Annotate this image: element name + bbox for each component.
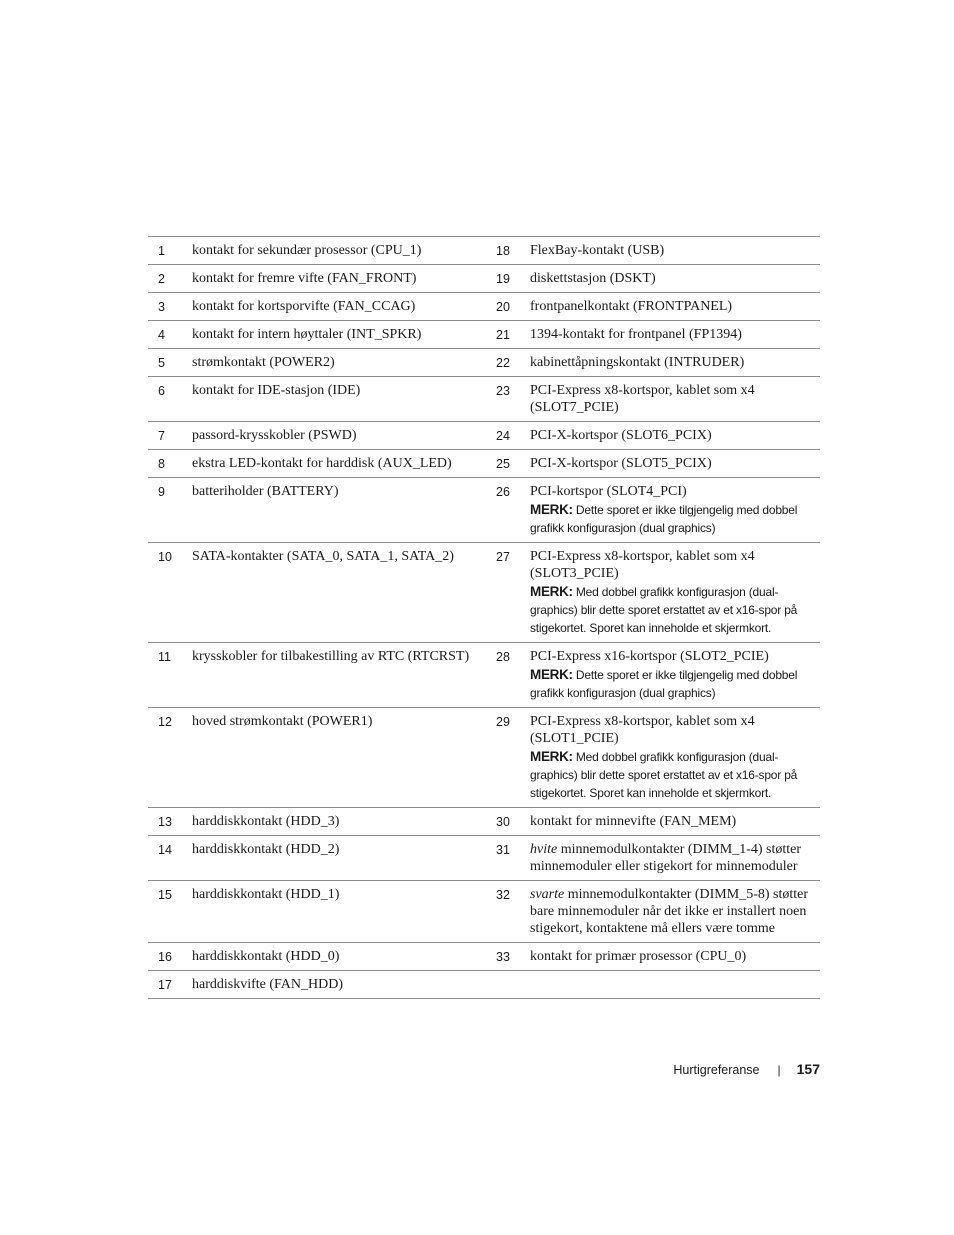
connector-table	[148, 236, 820, 999]
item-description: harddiskkontakt (HDD_2)	[192, 842, 340, 857]
item-description	[530, 708, 820, 808]
item-description	[530, 422, 820, 450]
description-text: PCI-kortspor (SLOT4_PCI)	[530, 484, 687, 499]
note-label: MERK:	[530, 749, 573, 764]
description-text: kontakt for primær prosessor (CPU_0)	[530, 949, 747, 964]
item-description	[530, 643, 820, 708]
item-description	[530, 478, 820, 543]
item-number: 28	[496, 650, 510, 664]
note	[530, 501, 816, 537]
note-text: Dette sporet er ikke tilgjengelig med dobbel grafikk konfigurasjon (dual graphics)	[530, 668, 798, 700]
item-description: kontakt for kortsporvifte (FAN_CCAG)	[192, 299, 416, 314]
item-description: hoved strømkontakt (POWER1)	[192, 714, 373, 729]
description-text: PCI-X-kortspor (SLOT6_PCIX)	[530, 428, 712, 443]
description-text: diskettstasjon (DSKT)	[530, 271, 656, 286]
page-number: 157	[796, 1061, 820, 1077]
item-description: SATA-kontakter (SATA_0, SATA_1, SATA_2)	[192, 549, 454, 564]
note-text: Dette sporet er ikke tilgjengelig med dobbel grafikk konfigurasjon (dual graphics)	[530, 503, 798, 535]
item-description: kontakt for fremre vifte (FAN_FRONT)	[192, 271, 417, 286]
item-description	[530, 450, 820, 478]
item-description	[530, 349, 820, 377]
emphasis-text: svarte	[530, 887, 565, 902]
item-description	[530, 971, 820, 999]
item-number: 26	[496, 485, 510, 499]
description-text: PCI-Express x8-kortspor, kablet som x4 (SLOT7_PCIE)	[530, 383, 755, 415]
item-description: harddiskvifte (FAN_HDD)	[192, 977, 343, 992]
item-number: 16	[158, 950, 172, 964]
item-number: 15	[158, 888, 172, 902]
table-row	[148, 808, 820, 836]
footer-separator: |	[777, 1063, 781, 1077]
item-number: 33	[496, 950, 510, 964]
item-number: 5	[158, 356, 165, 370]
description-text: PCI-X-kortspor (SLOT5_PCIX)	[530, 456, 712, 471]
item-number: 9	[158, 485, 165, 499]
connector-table-body	[148, 237, 820, 999]
item-description: strømkontakt (POWER2)	[192, 355, 335, 370]
item-number: 20	[496, 300, 510, 314]
item-number: 23	[496, 384, 510, 398]
description-text: minnemodulkontakter (DIMM_5-8) støtter bare minnemoduler når det ikke er installert noen stigekort, kontaktene må ellers være tomme	[530, 887, 809, 936]
note	[530, 583, 816, 637]
item-number	[492, 971, 530, 999]
item-number: 22	[496, 356, 510, 370]
item-description: kontakt for sekundær prosessor (CPU_1)	[192, 243, 422, 258]
item-description	[530, 265, 820, 293]
table-row	[148, 881, 820, 943]
table-row	[148, 450, 820, 478]
table-row	[148, 265, 820, 293]
page-footer	[673, 1061, 820, 1077]
table-row	[148, 971, 820, 999]
item-number: 4	[158, 328, 165, 342]
emphasis-text: hvite	[530, 842, 558, 857]
item-description: harddiskkontakt (HDD_1)	[192, 887, 340, 902]
item-description: kontakt for intern høyttaler (INT_SPKR)	[192, 327, 422, 342]
description-text: PCI-Express x8-kortspor, kablet som x4 (SLOT3_PCIE)	[530, 549, 755, 581]
description-text: kabinettåpningskontakt (INTRUDER)	[530, 355, 745, 370]
description-text: 1394-kontakt for frontpanel (FP1394)	[530, 327, 742, 342]
item-description: batteriholder (BATTERY)	[192, 484, 339, 499]
description-text: kontakt for minnevifte (FAN_MEM)	[530, 814, 737, 829]
description-text: PCI-Express x8-kortspor, kablet som x4 (SLOT1_PCIE)	[530, 714, 755, 746]
note	[530, 748, 816, 802]
note-text: Med dobbel grafikk konfigurasjon (dual-graphics) blir dette sporet erstattet av et x16-spor på stigekortet. Sporet kan inneholde et skjermkort.	[530, 585, 798, 635]
item-description	[530, 237, 820, 265]
item-number: 2	[158, 272, 165, 286]
item-number: 17	[158, 978, 172, 992]
description-text: PCI-Express x16-kortspor (SLOT2_PCIE)	[530, 649, 769, 664]
item-number: 31	[496, 843, 510, 857]
item-description: harddiskkontakt (HDD_3)	[192, 814, 340, 829]
item-number: 27	[496, 550, 510, 564]
table-row	[148, 349, 820, 377]
footer-section-title: Hurtigreferanse	[673, 1063, 760, 1077]
description-text: frontpanelkontakt (FRONTPANEL)	[530, 299, 733, 314]
item-number: 12	[158, 715, 172, 729]
item-number: 24	[496, 429, 510, 443]
item-description	[530, 808, 820, 836]
item-number: 3	[158, 300, 165, 314]
item-number: 10	[158, 550, 172, 564]
item-description	[530, 377, 820, 422]
note-label: MERK:	[530, 502, 573, 517]
table-row	[148, 478, 820, 543]
item-number: 25	[496, 457, 510, 471]
item-description	[530, 321, 820, 349]
item-number: 18	[496, 244, 510, 258]
item-description: krysskobler for tilbakestilling av RTC (RTCRST)	[192, 649, 470, 664]
table-row	[148, 293, 820, 321]
item-number: 29	[496, 715, 510, 729]
item-description	[530, 836, 820, 881]
table-row	[148, 708, 820, 808]
item-number: 1	[158, 244, 165, 258]
description-text: FlexBay-kontakt (USB)	[530, 243, 665, 258]
table-row	[148, 943, 820, 971]
table-row	[148, 643, 820, 708]
item-description	[530, 293, 820, 321]
table-row	[148, 836, 820, 881]
item-description: harddiskkontakt (HDD_0)	[192, 949, 340, 964]
item-number: 19	[496, 272, 510, 286]
item-number: 14	[158, 843, 172, 857]
item-number: 11	[158, 650, 171, 664]
item-number: 6	[158, 384, 165, 398]
item-number: 21	[496, 328, 510, 342]
item-description: passord-krysskobler (PSWD)	[192, 428, 357, 443]
note-label: MERK:	[530, 584, 573, 599]
note-label: MERK:	[530, 667, 573, 682]
item-number: 13	[158, 815, 172, 829]
note	[530, 666, 816, 702]
table-row	[148, 422, 820, 450]
description-text: minnemodulkontakter (DIMM_1-4) støtter minnemoduler eller stigekort for minnemoduler	[530, 842, 802, 874]
item-description: kontakt for IDE-stasjon (IDE)	[192, 383, 361, 398]
item-number: 8	[158, 457, 165, 471]
table-row	[148, 237, 820, 265]
item-number: 30	[496, 815, 510, 829]
item-description	[530, 543, 820, 643]
item-description: ekstra LED-kontakt for harddisk (AUX_LED)	[192, 456, 452, 471]
item-description	[530, 943, 820, 971]
table-row	[148, 321, 820, 349]
item-description	[530, 881, 820, 943]
table-row	[148, 543, 820, 643]
item-number: 32	[496, 888, 510, 902]
table-row	[148, 377, 820, 422]
item-number: 7	[158, 429, 165, 443]
note-text: Med dobbel grafikk konfigurasjon (dual-graphics) blir dette sporet erstattet av et x16-spor på stigekortet. Sporet kan inneholde et skjermkort.	[530, 750, 798, 800]
